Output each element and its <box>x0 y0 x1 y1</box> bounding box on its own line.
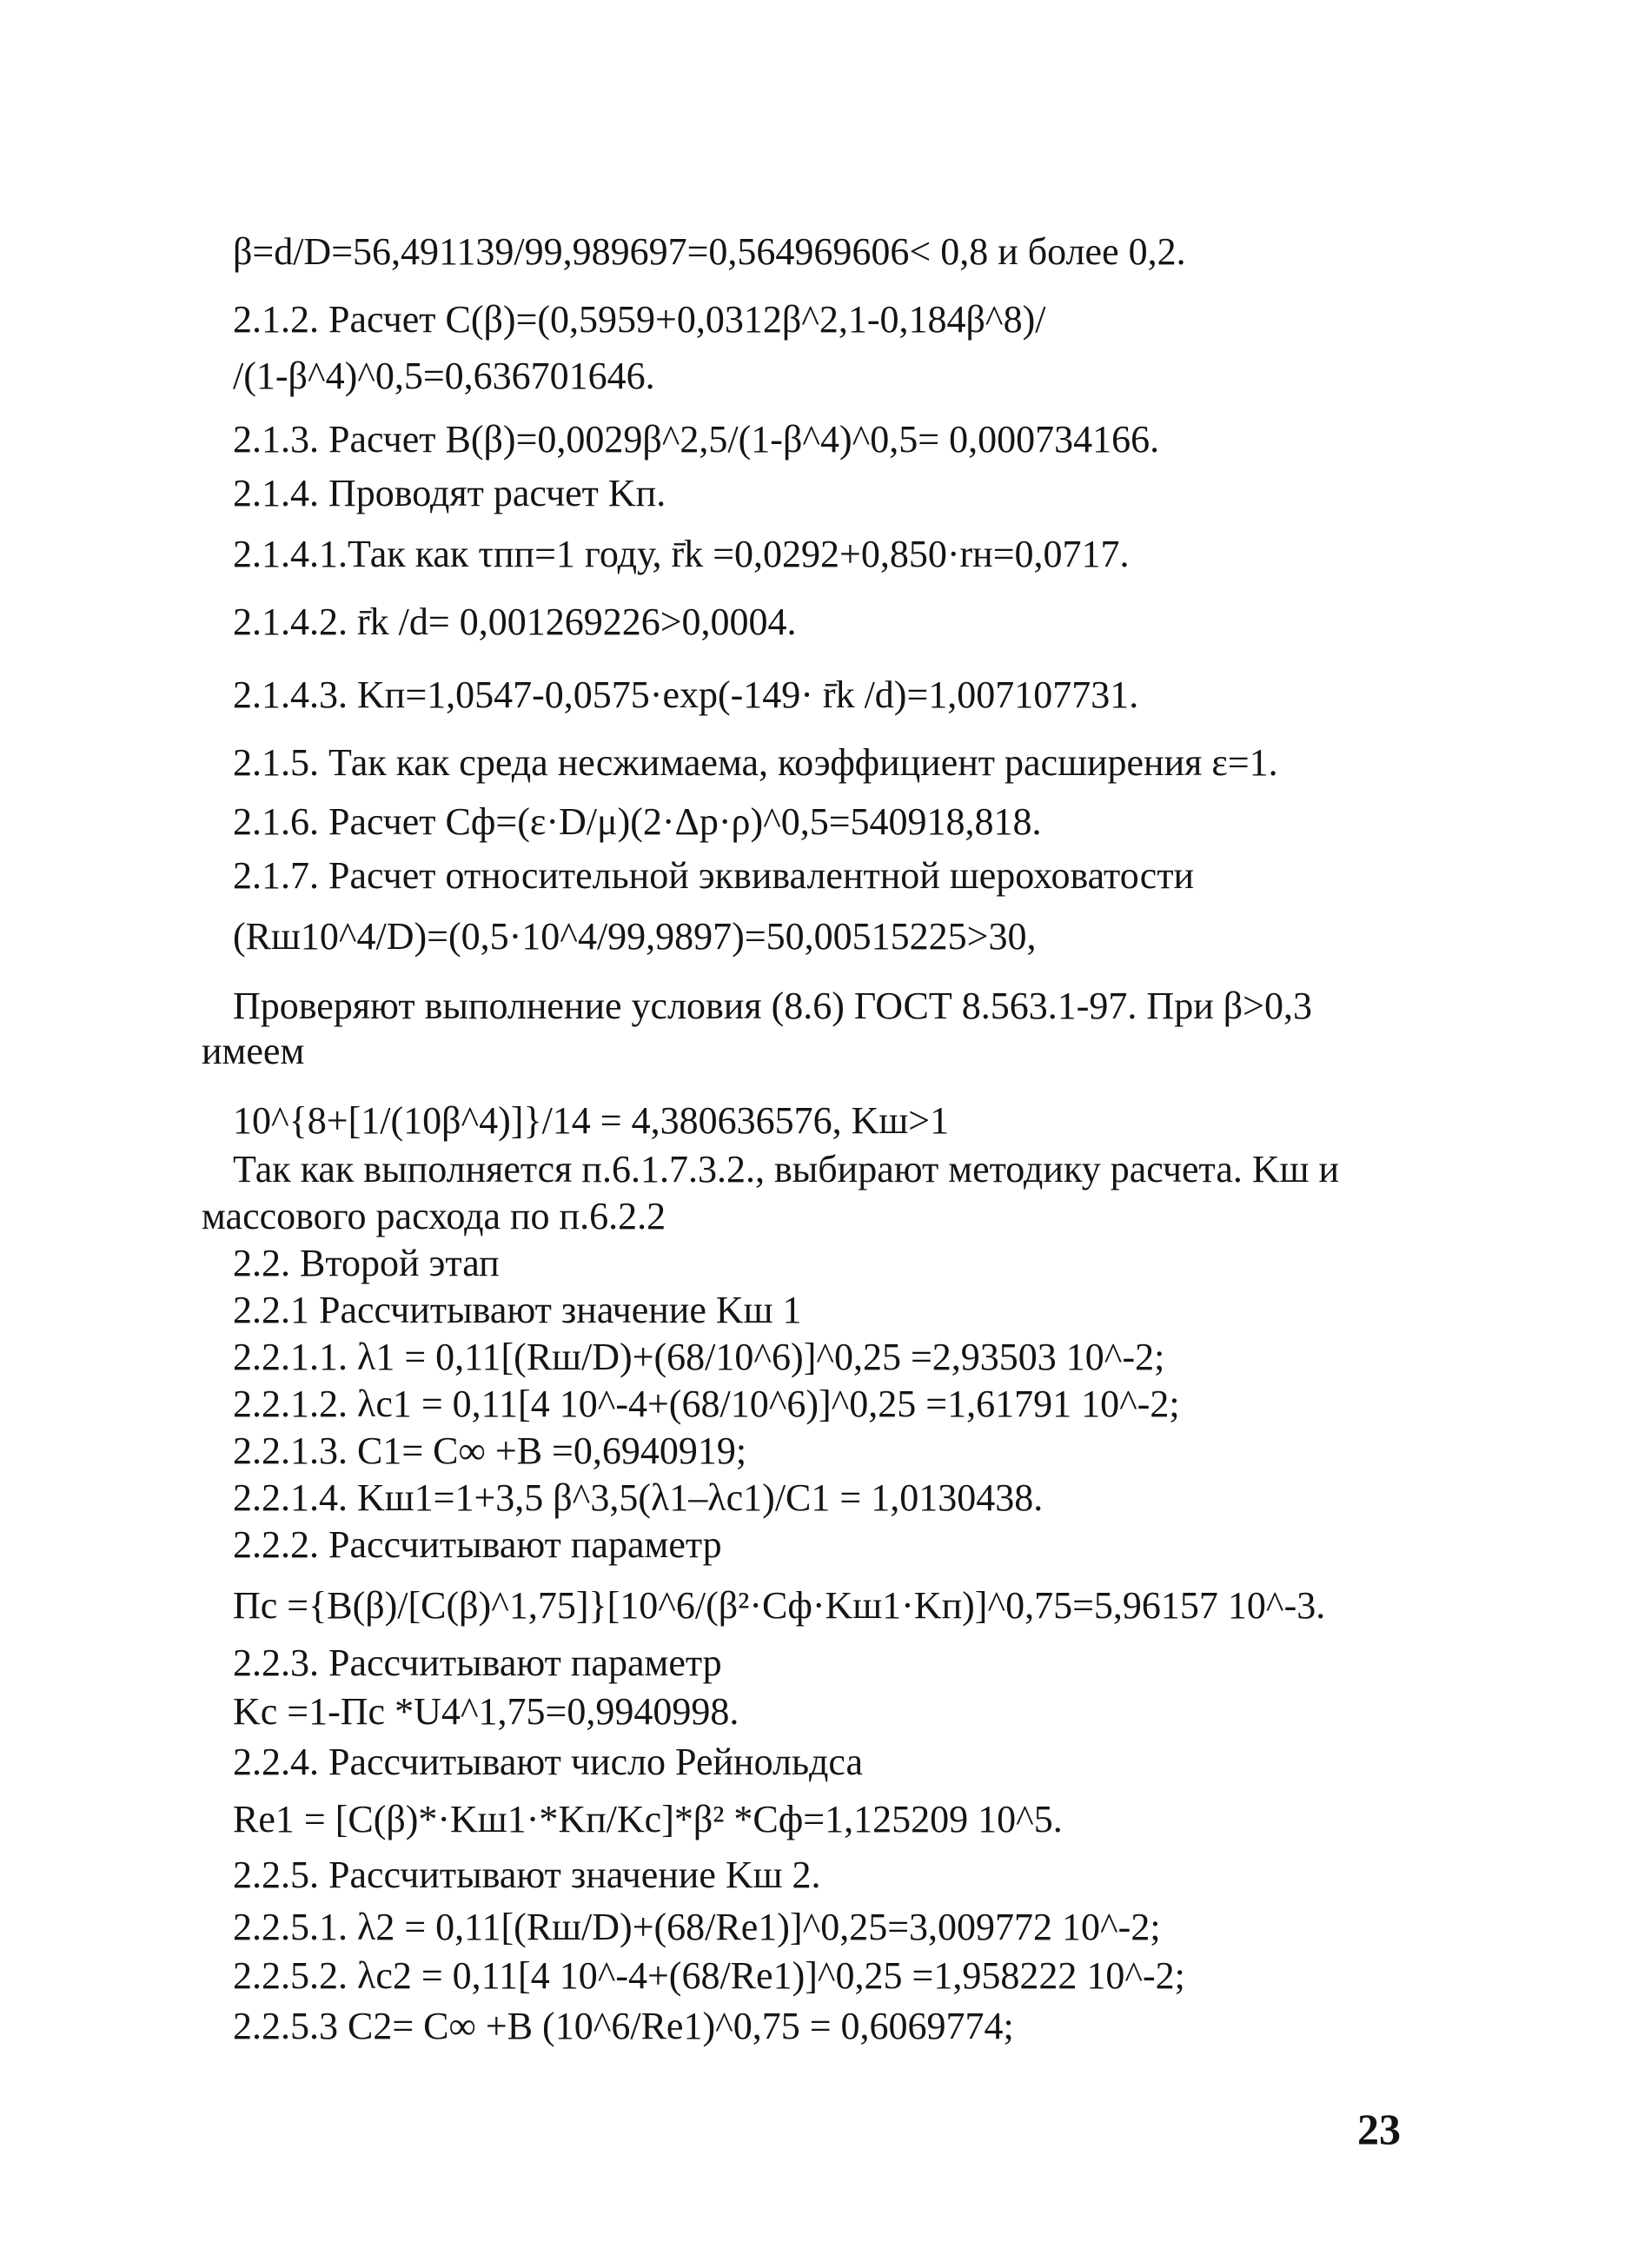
text-line: 2.2.1 Рассчитывают значение Kш 1 <box>233 1289 802 1331</box>
text-line: 2.2.1.2. λc1 = 0,11[4 10^-4+(68/10^6)]^0,25 =1,61791 10^-2; <box>233 1383 1180 1425</box>
text-line: 2.1.4. Проводят расчет Kп. <box>233 472 666 514</box>
text-line: 2.1.4.1.Так как τпп=1 году, r̄k =0,0292+0,850·rн=0,0717. <box>233 533 1130 575</box>
page-number: 23 <box>1357 2105 1401 2153</box>
text-line: 2.1.4.3. Kп=1,0547-0,0575·exp(-149· r̄k /d)=1,007107731. <box>233 673 1139 716</box>
text-line: 2.1.5. Так как среда несжимаема, коэффициент расширения ε=1. <box>233 741 1278 784</box>
text-line: 2.1.4.2. r̄k /d= 0,001269226>0,0004. <box>233 600 797 643</box>
text-line: Проверяют выполнение условия (8.6) ГОСТ 8.563.1-97. При β>0,3 <box>233 985 1312 1027</box>
text-line: 2.2.2. Рассчитывают параметр <box>233 1523 722 1566</box>
text-line: 2.2. Второй этап <box>233 1242 500 1284</box>
text-line: 2.2.1.3. C1= C∞ +B =0,6940919; <box>233 1429 747 1472</box>
text-line: β=d/D=56,491139/99,989697=0,564969606< 0,8 и более 0,2. <box>233 230 1186 273</box>
text-line: Re1 = [C(β)*·Kш1·*Kп/Kc]*β² *Cф=1,125209 10^5. <box>233 1798 1063 1840</box>
text-line: 2.2.5.3 C2= C∞ +B (10^6/Re1)^0,75 = 0,6069774; <box>233 2005 1014 2047</box>
text-line: 2.1.2. Расчет C(β)=(0,5959+0,0312β^2,1-0,184β^8)/ <box>233 298 1046 341</box>
text-line: Kс =1-Пc *U4^1,75=0,9940998. <box>233 1690 739 1733</box>
text-line: 10^{8+[1/(10β^4)]}/14 = 4,380636576, Kш>1 <box>233 1099 950 1142</box>
text-line: Так как выполняется п.6.1.7.3.2., выбирают методику расчета. Kш и <box>233 1148 1340 1190</box>
text-line: имеем <box>202 1030 305 1072</box>
text-line: 2.2.5.2. λc2 = 0,11[4 10^-4+(68/Re1)]^0,25 =1,958222 10^-2; <box>233 1954 1185 1997</box>
text-line: 2.2.4. Рассчитывают число Рейнольдса <box>233 1741 863 1783</box>
text-line: (Rш10^4/D)=(0,5·10^4/99,9897)=50,00515225>30, <box>233 915 1037 958</box>
text-line: 2.1.6. Расчет Cф=(ε·D/μ)(2·Δp·ρ)^0,5=540918,818. <box>233 800 1042 843</box>
text-line: 2.2.5. Рассчитывают значение Kш 2. <box>233 1854 821 1896</box>
text-line: 2.2.1.1. λ1 = 0,11[(Rш/D)+(68/10^6)]^0,25 =2,93503 10^-2; <box>233 1336 1165 1378</box>
text-line: 2.2.1.4. Kш1=1+3,5 β^3,5(λ1–λc1)/C1 = 1,0130438. <box>233 1476 1044 1519</box>
text-line: 2.2.3. Рассчитывают параметр <box>233 1641 722 1684</box>
text-line: массового расхода по п.6.2.2 <box>202 1195 666 1237</box>
text-line: /(1-β^4)^0,5=0,636701646. <box>233 355 655 397</box>
text-line: 2.2.5.1. λ2 = 0,11[(Rш/D)+(68/Re1)]^0,25=3,009772 10^-2; <box>233 1906 1161 1948</box>
text-line: Пc ={B(β)/[C(β)^1,75]}[10^6/(β²·Cф·Kш1·Kп)]^0,75=5,96157 10^-3. <box>233 1584 1326 1627</box>
text-line: 2.1.7. Расчет относительной эквивалентной шероховатости <box>233 854 1195 897</box>
text-line: 2.1.3. Расчет B(β)=0,0029β^2,5/(1-β^4)^0,5= 0,000734166. <box>233 418 1160 461</box>
